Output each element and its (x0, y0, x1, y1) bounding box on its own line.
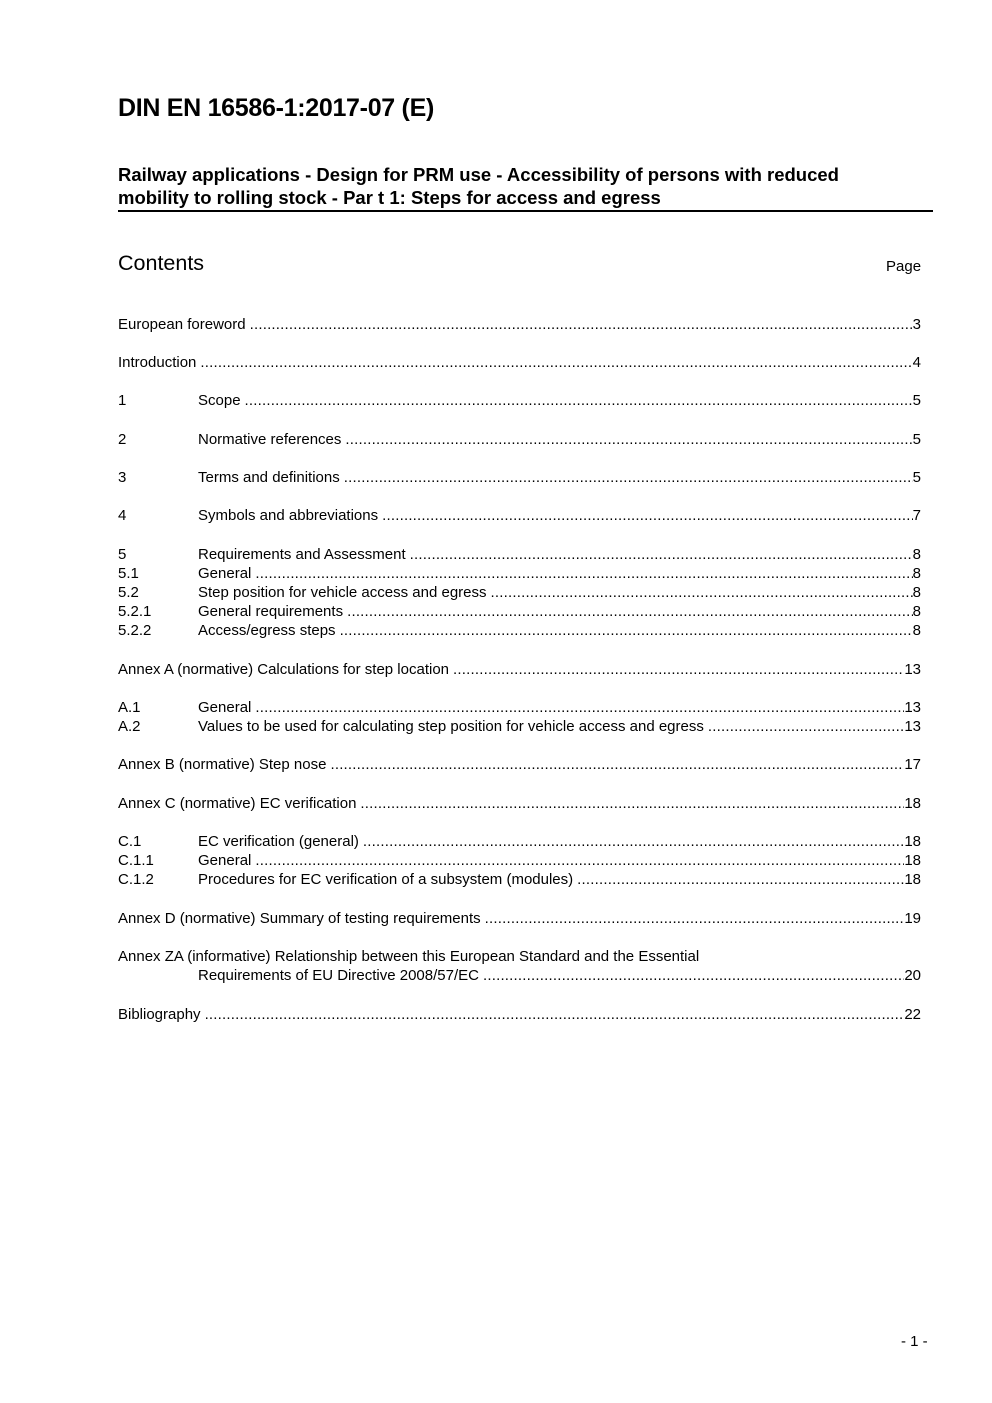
toc-entry-page: 17 (904, 756, 921, 773)
toc-entry-page: 18 (904, 795, 921, 812)
toc-dot-leader (360, 794, 904, 813)
toc-entry-title: Requirements of EU Directive 2008/57/EC (198, 966, 483, 985)
toc-entry-c-1-1-general[interactable] (118, 851, 921, 870)
toc-entry-page: 20 (904, 967, 921, 984)
toc-entry-annex-za-line-1[interactable] (118, 947, 921, 966)
toc-entry-title: General (198, 564, 255, 583)
toc-entry-title: Access/egress steps (198, 621, 340, 640)
toc-entry-page: 13 (904, 718, 921, 735)
toc-dot-leader (340, 621, 913, 640)
toc-entry-title: Requirements and Assessment (198, 545, 410, 564)
toc-entry-bibliography[interactable] (118, 1005, 921, 1024)
toc-entry-page: 18 (904, 871, 921, 888)
toc-entry-normative-references[interactable] (118, 430, 921, 449)
toc-entry-title: General (198, 698, 255, 717)
toc-entry-number: 3 (118, 469, 127, 486)
toc-entry-5-1-general[interactable] (118, 564, 921, 583)
toc-dot-leader (382, 506, 913, 525)
toc-entry-5-2-step-position[interactable] (118, 583, 921, 602)
toc-dot-leader (453, 660, 904, 679)
toc-entry-number: 5.2.1 (118, 603, 152, 620)
toc-entry-annex-c[interactable] (118, 794, 921, 813)
toc-dot-leader (491, 583, 913, 602)
toc-entry-annex-a[interactable] (118, 660, 921, 679)
toc-entry-number: C.1 (118, 833, 142, 850)
toc-entry-title: Annex D (normative) Summary of testing requirements (118, 909, 485, 928)
toc-entry-page: 13 (904, 699, 921, 716)
toc-entry-5-2-2-access-egress-steps[interactable] (118, 621, 921, 640)
toc-entry-number: A.2 (118, 718, 141, 735)
toc-entry-annex-b[interactable] (118, 755, 921, 774)
toc-entry-indent (118, 966, 198, 985)
toc-dot-leader (330, 755, 904, 774)
toc-entry-european-foreword[interactable] (118, 315, 921, 334)
toc-entry-number: A.1 (118, 699, 141, 716)
toc-entry-page: 5 (912, 392, 921, 409)
toc-entry-title: Step position for vehicle access and egress (198, 583, 491, 602)
toc-entry-page: 5 (912, 469, 921, 486)
toc-dot-leader (255, 564, 912, 583)
toc-entry-page: 18 (904, 852, 921, 869)
toc-entry-number: 1 (118, 392, 127, 409)
page-column-label: Page (886, 258, 922, 275)
toc-entry-title: Annex C (normative) EC verification (118, 794, 360, 813)
page-number: - 1 - (901, 1333, 928, 1350)
toc-entry-page: 8 (912, 603, 921, 620)
toc-entry-title: Annex ZA (informative) Relationship between this European Standard and the Essential (118, 947, 703, 966)
toc-entry-page: 8 (912, 622, 921, 639)
toc-entry-5-2-1-general-requirements[interactable] (118, 602, 921, 621)
document-title (118, 163, 933, 212)
toc-dot-leader (345, 430, 912, 449)
toc-entry-title: Values to be used for calculating step position for vehicle access and egress (198, 717, 708, 736)
toc-dot-leader (255, 698, 904, 717)
toc-dot-leader (344, 468, 913, 487)
toc-entry-page: 22 (904, 1006, 921, 1023)
toc-entry-page: 8 (912, 584, 921, 601)
toc-dot-leader (205, 1005, 905, 1024)
toc-entry-title: Symbols and abbreviations (198, 506, 382, 525)
toc-entry-page: 5 (912, 431, 921, 448)
toc-entry-title: Bibliography (118, 1005, 205, 1024)
toc-dot-leader (485, 909, 905, 928)
toc-entry-title: Annex A (normative) Calculations for step location (118, 660, 453, 679)
toc-entry-number: C.1.2 (118, 871, 154, 888)
toc-dot-leader (250, 315, 913, 334)
toc-entry-page: 4 (912, 354, 921, 371)
toc-dot-leader (255, 851, 904, 870)
toc-entry-a-2-values[interactable] (118, 717, 921, 736)
toc-dot-leader (577, 870, 904, 889)
toc-entry-number: 5.2 (118, 584, 139, 601)
toc-entry-number: 5 (118, 546, 127, 563)
toc-entry-annex-za-line-2[interactable] (118, 966, 921, 985)
toc-entry-symbols-and-abbreviations[interactable] (118, 506, 921, 525)
toc-entry-introduction[interactable] (118, 353, 921, 372)
toc-entry-title: General requirements (198, 602, 347, 621)
toc-dot-leader (200, 353, 912, 372)
toc-entry-title: Introduction (118, 353, 200, 372)
toc-dot-leader (483, 966, 904, 985)
toc-dot-leader (347, 602, 913, 621)
toc-entry-page: 8 (912, 546, 921, 563)
toc-entry-terms-and-definitions[interactable] (118, 468, 921, 487)
toc-entry-title: General (198, 851, 255, 870)
toc-entry-c-1-ec-verification[interactable] (118, 832, 921, 851)
toc-entry-number: 2 (118, 431, 127, 448)
toc-entry-page: 18 (904, 833, 921, 850)
toc-entry-number: C.1.1 (118, 852, 154, 869)
toc-entry-requirements-and-assessment[interactable] (118, 545, 921, 564)
toc-entry-title: Normative references (198, 430, 345, 449)
toc-dot-leader (410, 545, 913, 564)
toc-entry-title: EC verification (general) (198, 832, 363, 851)
toc-entry-title: European foreword (118, 315, 250, 334)
toc-entry-a-1-general[interactable] (118, 698, 921, 717)
toc-entry-page: 13 (904, 661, 921, 678)
toc-entry-page: 19 (904, 910, 921, 927)
toc-entry-number: 4 (118, 507, 127, 524)
toc-entry-page: 3 (912, 316, 921, 333)
document-title-line-1: Railway applications - Design for PRM use - Accessibility of persons with reduced (118, 164, 839, 185)
toc-dot-leader (363, 832, 904, 851)
toc-entry-annex-d[interactable] (118, 909, 921, 928)
toc-entry-number: 5.2.2 (118, 622, 152, 639)
toc-entry-number: 5.1 (118, 565, 139, 582)
toc-dot-leader (245, 391, 913, 410)
document-id: DIN EN 16586-1:2017-07 (E) (118, 94, 434, 122)
toc-entry-title: Terms and definitions (198, 468, 344, 487)
toc-entry-title: Annex B (normative) Step nose (118, 755, 330, 774)
toc-entry-title: Scope (198, 391, 245, 410)
toc-entry-page: 7 (912, 507, 921, 524)
toc-dot-leader (708, 717, 904, 736)
toc-entry-c-1-2-procedures[interactable] (118, 870, 921, 889)
toc-entry-scope[interactable] (118, 391, 921, 410)
toc-entry-page: 8 (912, 565, 921, 582)
document-title-line-2: mobility to rolling stock - Par t 1: Steps for access and egress (118, 187, 661, 208)
contents-heading: Contents (118, 251, 205, 275)
toc-entry-title: Procedures for EC verification of a subsystem (modules) (198, 870, 577, 889)
